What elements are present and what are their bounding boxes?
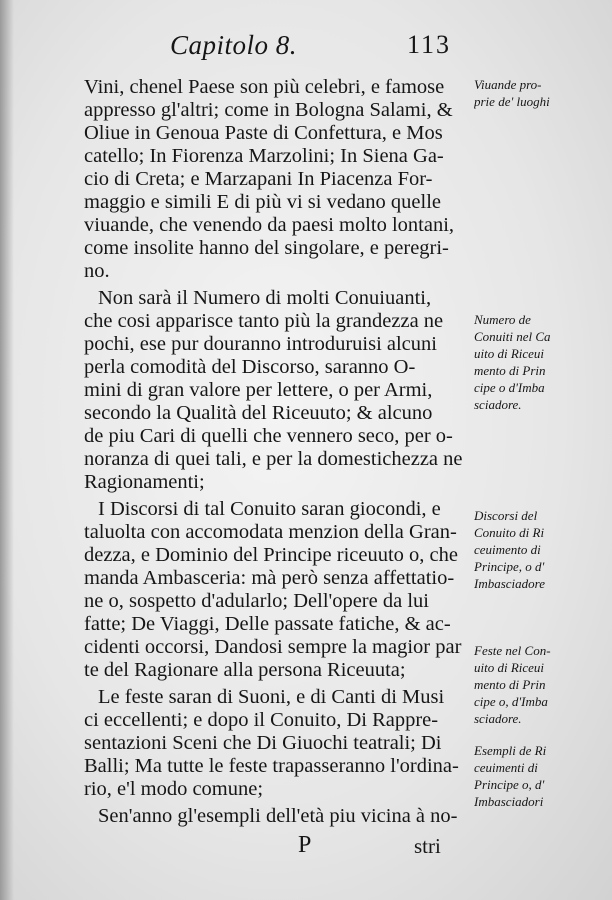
marginal-note-line: ceuimento di: [474, 542, 541, 557]
marginal-note-line: Esempli de Ri: [474, 743, 547, 758]
marginal-note-line: uito di Riceui: [474, 346, 545, 361]
main-text-column: [84, 76, 466, 828]
marginal-note: [474, 507, 610, 592]
text-line: appresso gl'altri; come in Bologna Salami, &: [84, 99, 453, 121]
text-line: secondo la Qualità del Riceuuto; & alcuno: [84, 402, 433, 424]
page-number: 113: [407, 30, 452, 59]
text-line: che cosi apparisce tanto più la grandezza ne: [84, 310, 444, 332]
text-line: te del Ragionare alla persona Riceuuta;: [84, 659, 406, 681]
text-line: cio di Creta; e Marzapani In Piacenza For-: [84, 168, 433, 190]
marginal-note-line: Numero de: [474, 312, 531, 327]
marginal-note-line: mento di Prin: [474, 677, 546, 692]
page-gutter-shadow: [0, 0, 14, 900]
text-line: rio, e'l modo comune;: [84, 778, 264, 800]
text-line: come insolite hanno del singolare, e peregri-: [84, 237, 449, 259]
text-line: ne o, sospetto d'adularlo; Dell'opere da lui: [84, 590, 429, 612]
marginal-note-line: Discorsi del: [474, 508, 538, 523]
marginal-note-line: Conuito di Ri: [474, 525, 545, 540]
text-line: no.: [84, 260, 110, 282]
text-line: Ragionamenti;: [84, 471, 205, 493]
marginal-note-line: Imbasciadore: [474, 576, 546, 591]
page-footer: [0, 832, 612, 860]
signature-mark: P: [298, 832, 312, 858]
marginal-note-line: ceuimenti di: [474, 760, 538, 775]
marginal-note-line: Principe, o d': [474, 559, 545, 574]
marginal-note-line: prie de' luoghi: [474, 94, 550, 109]
marginal-note: [474, 76, 610, 110]
marginal-note-line: Feste nel Con-: [474, 643, 551, 658]
marginal-note: [474, 311, 610, 413]
text-line: pochi, ese pur douranno introduruisi alcuni: [84, 333, 437, 355]
marginal-note-line: cipe o, d'Imba: [474, 694, 548, 709]
text-line: perla comodità del Discorso, saranno O-: [84, 356, 416, 378]
marginal-note-line: Conuiti nel Ca: [474, 329, 551, 344]
text-line: viuande, che venendo da paesi molto lontani,: [84, 214, 455, 236]
page-header: [0, 30, 612, 66]
text-line: de piu Cari di quelli che vennero seco, per o-: [84, 425, 453, 447]
text-line: taluolta con accomodata menzion della Gran-: [84, 521, 457, 543]
text-line: noranza di quei tali, e per la domestichezza ne: [84, 448, 463, 470]
marginal-note-line: Viuande pro-: [474, 77, 542, 92]
text-line: Balli; Ma tutte le feste trapasseranno l'ordina-: [84, 755, 459, 777]
text-line: Non sarà il Numero di molti Conuiuanti,: [98, 287, 432, 309]
running-title: Capitolo 8.: [170, 30, 298, 60]
marginal-note-line: uito di Riceui: [474, 660, 545, 675]
marginal-note-line: mento di Prin: [474, 363, 546, 378]
text-line: Sen'anno gl'esempli dell'età piu vicina à no-: [98, 805, 458, 827]
marginal-note: [474, 642, 610, 727]
text-line: sentazioni Sceni che Di Giuochi teatrali; Di: [84, 732, 442, 754]
marginal-note-line: sciadore.: [474, 397, 522, 412]
text-line: cidenti occorsi, Dandosi sempre la magior par: [84, 636, 462, 658]
text-line: ci eccellenti; e dopo il Conuito, Di Rappre-: [84, 709, 439, 731]
text-line: dezza, e Dominio del Principe riceuuto o, che: [84, 544, 458, 566]
text-line: I Discorsi di tal Conuito saran giocondi, e: [98, 498, 441, 520]
text-line: manda Ambasceria: mà però senza affettatio-: [84, 567, 455, 589]
text-line: Vini, chenel Paese son più celebri, e famose: [84, 76, 445, 98]
catchword: stri: [414, 834, 441, 858]
text-line: Le feste saran di Suoni, e di Canti di Musi: [98, 686, 445, 708]
marginal-note-line: sciadore.: [474, 711, 522, 726]
text-line: fatte; De Viaggi, Delle passate fatiche, & ac-: [84, 613, 451, 635]
text-line: Oliue in Genoua Paste di Confettura, e Mos: [84, 122, 443, 144]
marginal-note-line: Principe o, d': [474, 777, 545, 792]
text-line: mini di gran valore per lettere, o per Armi,: [84, 379, 433, 401]
marginal-note: [474, 742, 610, 810]
marginal-note-line: cipe o d'Imba: [474, 380, 545, 395]
text-line: maggio e simili E di più vi si vedano quelle: [84, 191, 441, 213]
marginal-note-line: Imbasciadori: [474, 794, 544, 809]
text-line: catello; In Fiorenza Marzolini; In Siena Ga-: [84, 145, 444, 167]
